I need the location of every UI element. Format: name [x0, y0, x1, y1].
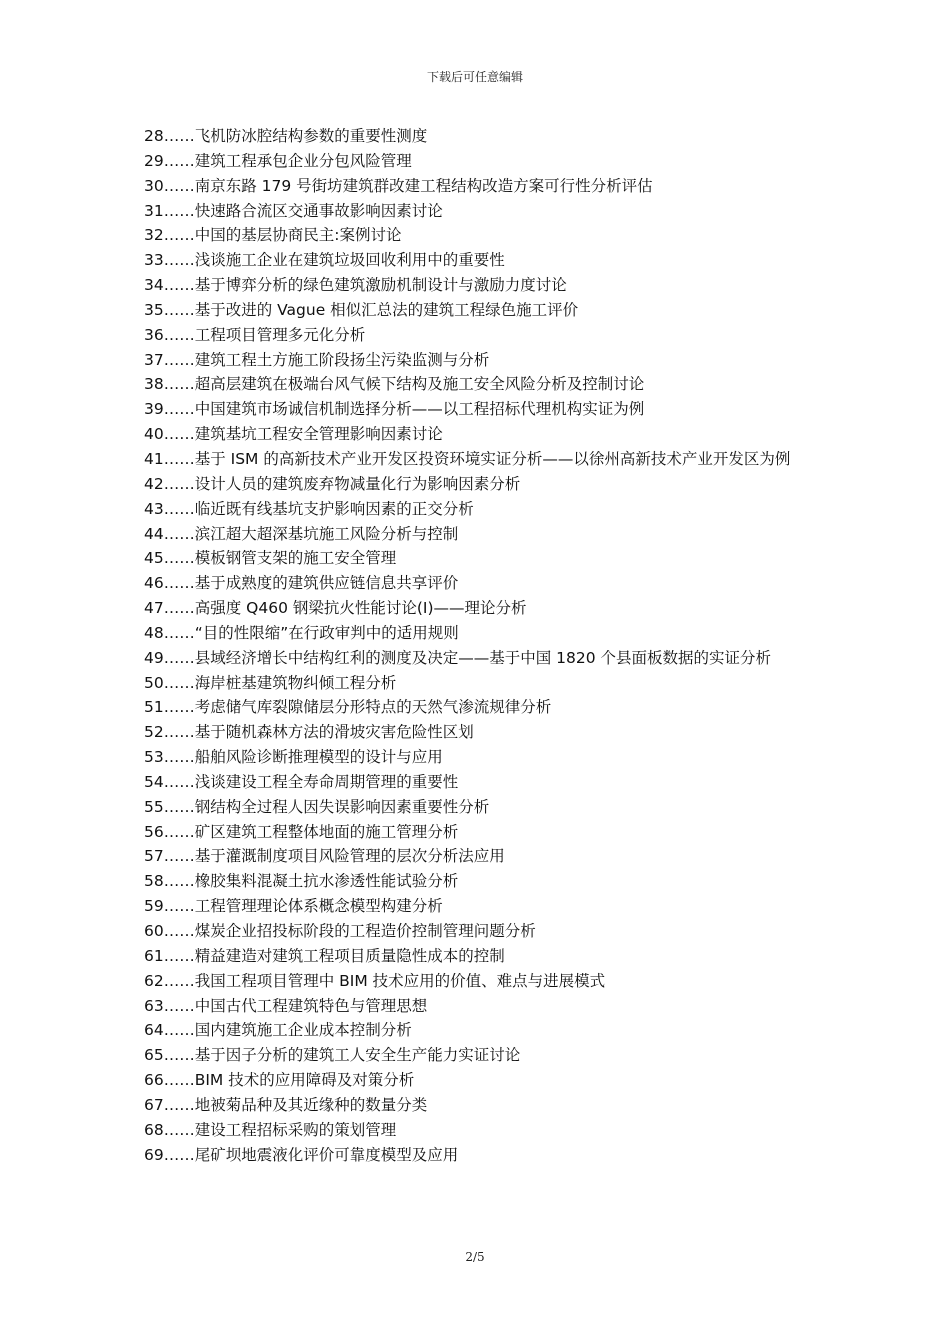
list-item: 30……南京东路 179 号街坊建筑群改建工程结构改造方案可行性分析评估: [144, 176, 653, 195]
list-item: 67……地被菊品种及其近缘种的数量分类: [144, 1095, 428, 1114]
page-header: 下载后可任意编辑: [426, 70, 523, 84]
list-item: 68……建设工程招标采购的策划管理: [144, 1120, 397, 1139]
list-item: 58……橡胶集料混凝土抗水渗透性能试验分析: [144, 872, 459, 891]
list-item: 53……船舶风险诊断推理模型的设计与应用: [144, 748, 443, 767]
list-item: 65……基于因子分析的建筑工人安全生产能力实证讨论: [144, 1046, 521, 1065]
list-item: 48……“目的性限缩”在行政审判中的适用规则: [144, 623, 459, 642]
list-item: 44……滨江超大超深基坑施工风险分析与控制: [144, 524, 459, 543]
list-item: 49……县域经济增长中结构红利的测度及决定——基于中国 1820 个县面板数据的实证分析: [144, 648, 772, 667]
list-item: 59……工程管理理论体系概念模型构建分析: [144, 897, 443, 916]
list-item: 28……飞机防冰腔结构参数的重要性测度: [144, 127, 428, 145]
list-item: 42……设计人员的建筑废弃物减量化行为影响因素分析: [144, 474, 521, 493]
list-item: 43……临近既有线基坑支护影响因素的正交分析: [144, 499, 474, 518]
page-number: 2/5: [465, 1250, 485, 1264]
list-item: 36……工程项目管理多元化分析: [144, 325, 366, 344]
list-item: 64……国内建筑施工企业成本控制分析: [144, 1021, 412, 1040]
list-item: 32……中国的基层协商民主:案例讨论: [144, 226, 402, 245]
list-item: 63……中国古代工程建筑特色与管理思想: [144, 996, 428, 1015]
list-item: 29……建筑工程承包企业分包风险管理: [144, 151, 412, 170]
list-item: 61……精益建造对建筑工程项目质量隐性成本的控制: [144, 946, 505, 965]
list-item: 52……基于随机森林方法的滑坡灾害危险性区划: [144, 723, 474, 742]
list-item: 37……建筑工程土方施工阶段扬尘污染监测与分析: [144, 350, 490, 369]
list-item: 69……尾矿坝地震液化评价可靠度模型及应用: [144, 1145, 459, 1164]
list-item: 57……基于灌溉制度项目风险管理的层次分析法应用: [144, 847, 505, 866]
list-item: 54……浅谈建设工程全寿命周期管理的重要性: [144, 772, 459, 791]
list-item: 50……海岸桩基建筑物纠倾工程分析: [144, 673, 397, 692]
list-item: 47……高强度 Q460 钢梁抗火性能讨论(I)——理论分析: [144, 599, 527, 618]
list-item: 51……考虑储气库裂隙储层分形特点的天然气渗流规律分析: [144, 698, 552, 717]
list-item: 39……中国建筑市场诚信机制选择分析——以工程招标代理机构实证为例: [144, 400, 645, 419]
list-item: 41……基于 ISM 的高新技术产业开发区投资环境实证分析——以徐州高新技术产业开发区为例: [144, 449, 791, 468]
list-item: 46……基于成熟度的建筑供应链信息共享评价: [144, 574, 459, 593]
list-item: 56……矿区建筑工程整体地面的施工管理分析: [144, 822, 459, 841]
list-item: 33……浅谈施工企业在建筑垃圾回收利用中的重要性: [144, 251, 505, 270]
list-item: 34……基于博弈分析的绿色建筑激励机制设计与激励力度讨论: [144, 276, 567, 295]
list-item: 60……煤炭企业招投标阶段的工程造价控制管理问题分析: [144, 922, 536, 940]
list-item: 31……快速路合流区交通事故影响因素讨论: [144, 201, 443, 220]
list-item: 38……超高层建筑在极端台风气候下结构及施工安全风险分析及控制讨论: [144, 375, 645, 394]
list-item: 45……模板钢管支架的施工安全管理: [144, 549, 397, 568]
list-item: 55……钢结构全过程人因失误影响因素重要性分析: [144, 797, 490, 816]
topic-list: [144, 124, 812, 1167]
list-item: 40……建筑基坑工程安全管理影响因素讨论: [144, 425, 443, 444]
list-item: 66……BIM 技术的应用障碍及对策分析: [144, 1071, 415, 1090]
list-item: 62……我国工程项目管理中 BIM 技术应用的价值、难点与进展模式: [144, 971, 606, 990]
list-item: 35……基于改进的 Vague 相似汇总法的建筑工程绿色施工评价: [144, 300, 579, 319]
